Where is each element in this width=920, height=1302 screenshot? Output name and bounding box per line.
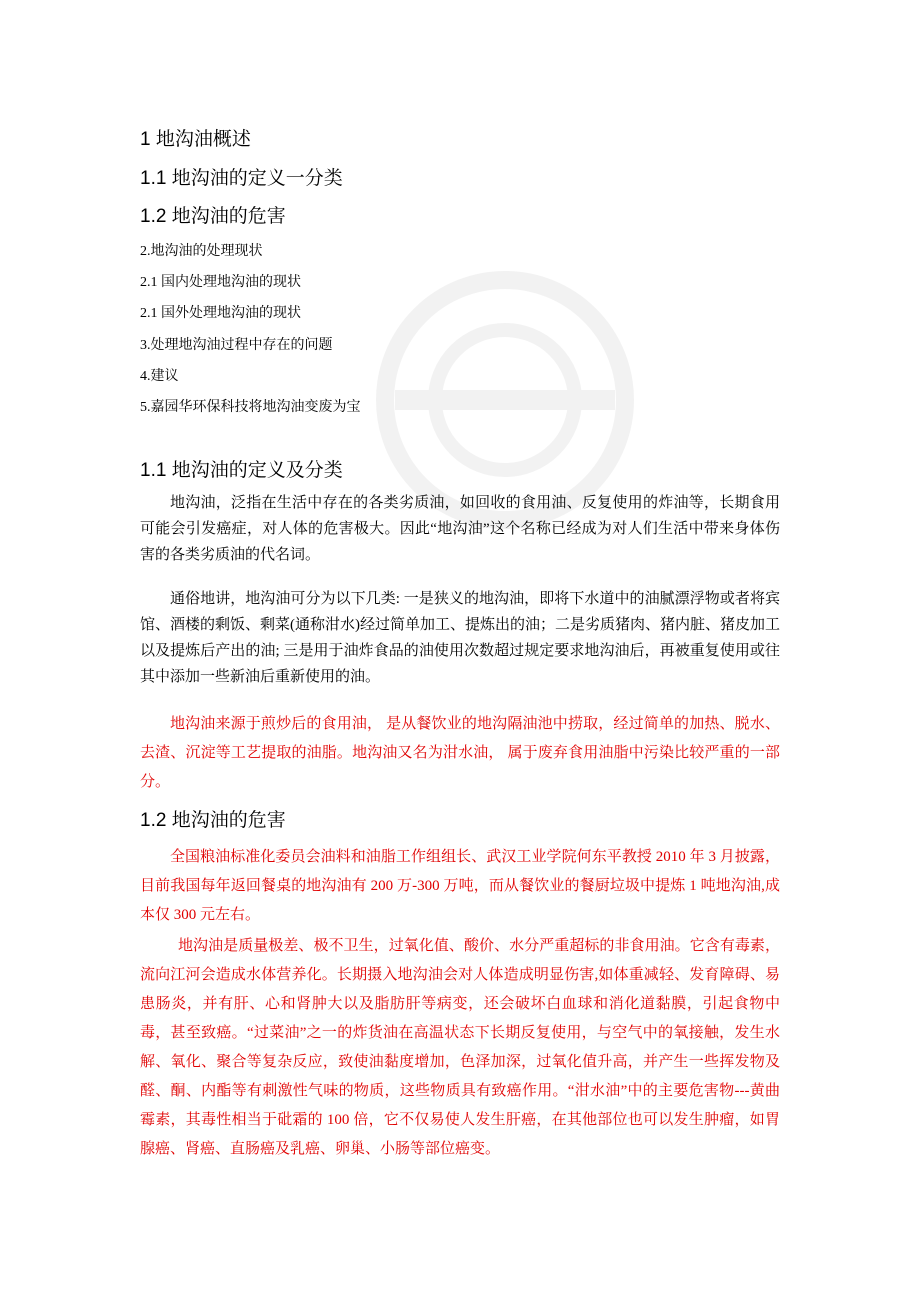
- section-heading-harm: 1.2 地沟油的危害: [140, 810, 286, 831]
- outline-item: 2.1 国外处理地沟油的现状: [140, 306, 301, 321]
- paragraph-classification: 通俗地讲，地沟油可分为以下几类: 一是狭义的地沟油，即将下水道中的油腻漂浮物或者将宾馆、酒楼的剩饭、剩菜(通称泔水)经过简单加工、提炼出的油；二是劣质猪肉、猪内脏、猪皮加工以及提炼后产出的油; 三是用于油炸食品的油使用次数超过规定要求地沟油后，再被重复使用或往其中添加一些新油后重新使用的油。: [140, 591, 780, 685]
- paragraph-source: 地沟油来源于煎炒后的食用油， 是从餐饮业的地沟隔油池中捞取，经过简单的加热、脱水、去渣、沉淀等工艺提取的油脂。地沟油又名为泔水油， 属于废弃食用油脂中污染比较严重的一部分。: [140, 716, 780, 790]
- paragraph-harm-details: 地沟油是质量极差、极不卫生，过氧化值、酸价、水分严重超标的非食用油。它含有毒素，流向江河会造成水体营养化。长期摄入地沟油会对人体造成明显伤害,如体重减轻、发育障碍、易患肠炎，并有肝、心和肾肿大以及脂肪肝等病变，还会破坏白血球和消化道黏膜，引起食物中毒，甚至致癌。“过菜油”之一的炸货油在高温状态下长期反复使用，与空气中的氧接触，发生水解、氧化、聚合等复杂反应，致使油黏度增加，色泽加深，过氧化值升高，并产生一些挥发物及醛、酮、内酯等有刺激性气味的物质，这些物质具有致癌作用。“泔水油”中的主要危害物---黄曲霉素，其毒性相当于砒霜的 100 倍，它不仅易使人发生肝癌，在其他部位也可以发生肿瘤，如胃腺癌、肾癌、直肠癌及乳癌、卵巢、小肠等部位癌变。: [140, 938, 780, 1157]
- paragraph-statistics: 全国粮油标准化委员会油料和油脂工作组组长、武汉工业学院何东平教授 2010 年 3 月披露，目前我国每年返回餐桌的地沟油有 200 万-300 万吨，而从餐饮业的餐厨垃圾中提炼 1 吨地沟油,成本仅 300 元左右。: [140, 849, 780, 923]
- outline-subtitle-1: 1.1 地沟油的定义一分类: [140, 168, 343, 189]
- outline-item: 2.地沟油的处理现状: [140, 244, 263, 259]
- paragraph-definition: 地沟油，泛指在生活中存在的各类劣质油，如回收的食用油、反复使用的炸油等，长期食用可能会引发癌症，对人体的危害极大。因此“地沟油”这个名称已经成为对人们生活中带来身体伤害的各类劣质油的代名词。: [140, 495, 780, 563]
- outline-title: 1 地沟油概述: [140, 129, 251, 150]
- outline-item: 2.1 国内处理地沟油的现状: [140, 275, 301, 290]
- outline-item: 4.建议: [140, 369, 179, 384]
- outline-item: 3.处理地沟油过程中存在的问题: [140, 338, 333, 353]
- outline-subtitle-2: 1.2 地沟油的危害: [140, 206, 286, 227]
- outline-item: 5.嘉园华环保科技将地沟油变废为宝: [140, 400, 361, 415]
- section-heading-definition: 1.1 地沟油的定义及分类: [140, 460, 343, 481]
